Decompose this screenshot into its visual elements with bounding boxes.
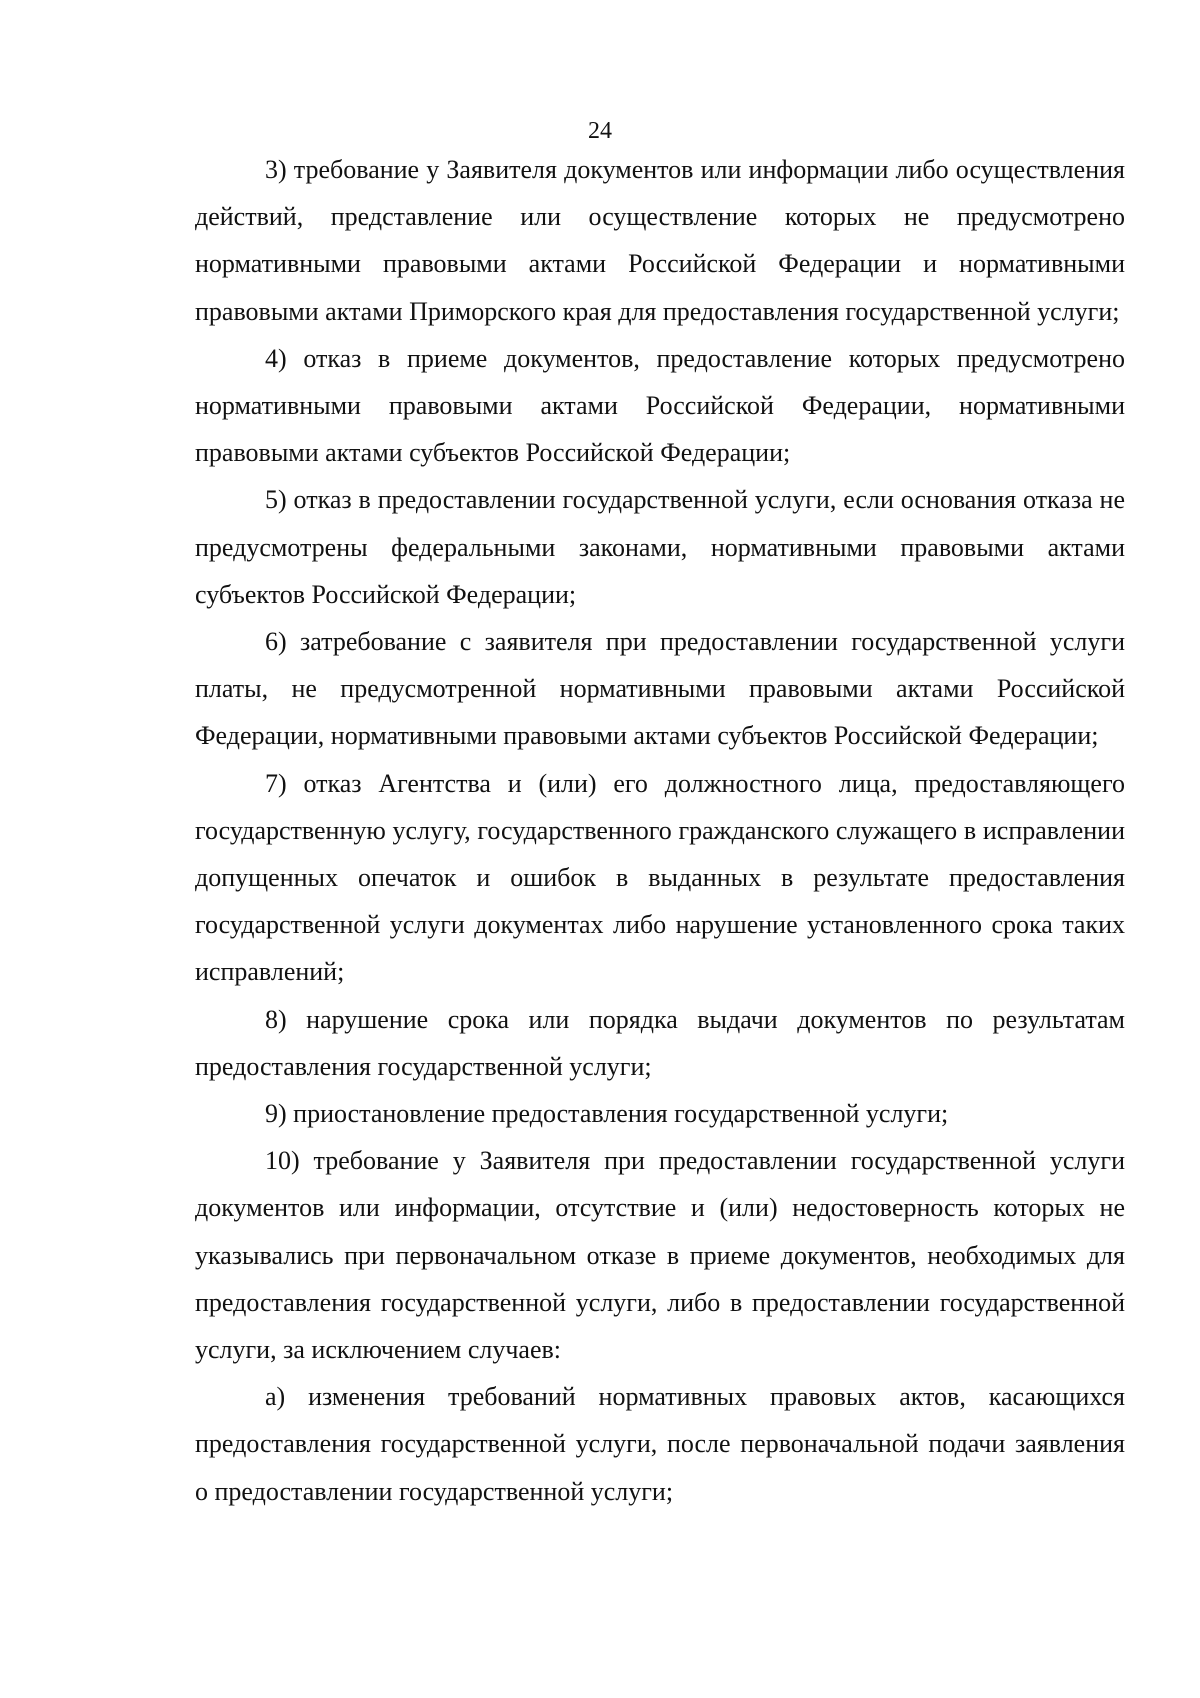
paragraph-item-10: 10) требование у Заявителя при предоставлении государственной услуги документов или информации, отсутствие и (или) недостоверность которых не указывались при первоначальном отказе в приеме документов, необходимых для предоставления государственной услуги, либо в предоставлении государственной услуги, за исключением случаев: xyxy=(195,1146,1125,1365)
paragraph-item-7: 7) отказ Агентства и (или) его должностного лица, предоставляющего государственную услугу, государственного гражданского служащего в исправлении допущенных опечаток и ошибок в выданных в результате предоставления государственной услуги документах либо нарушение установленного срока таких исправлений; xyxy=(195,768,1125,987)
paragraph-item-8: 8) нарушение срока или порядка выдачи документов по результатам предоставления государственной услуги; xyxy=(195,1004,1125,1081)
document-body xyxy=(195,146,1125,1515)
paragraph-item-a: а) изменения требований нормативных правовых актов, касающихся предоставления государственной услуги, после первоначальной подачи заявления о предоставлении государственной услуги; xyxy=(195,1382,1125,1506)
paragraph-item-4: 4) отказ в приеме документов, предоставление которых предусмотрено нормативными правовыми актами Российской Федерации, нормативными правовыми актами субъектов Российской Федерации; xyxy=(195,343,1125,468)
paragraph-item-9: 9) приостановление предоставления государственной услуги; xyxy=(265,1099,949,1129)
paragraph-item-3: 3) требование у Заявителя документов или информации либо осуществления действий, представление или осуществление которых не предусмотрено нормативными правовыми актами Российской Федерации и нормативными правовыми актами Приморского края для предоставления государственной услуги; xyxy=(195,155,1125,326)
paragraph-item-6: 6) затребование с заявителя при предоставлении государственной услуги платы, не предусмотренной нормативными правовыми актами Российской Федерации, нормативными правовыми актами субъектов Российской Федерации; xyxy=(195,627,1125,751)
page-number: 24 xyxy=(588,118,612,144)
paragraph-item-5: 5) отказ в предоставлении государственной услуги, если основания отказа не предусмотрены федеральными законами, нормативными правовыми актами субъектов Российской Федерации; xyxy=(195,485,1125,609)
